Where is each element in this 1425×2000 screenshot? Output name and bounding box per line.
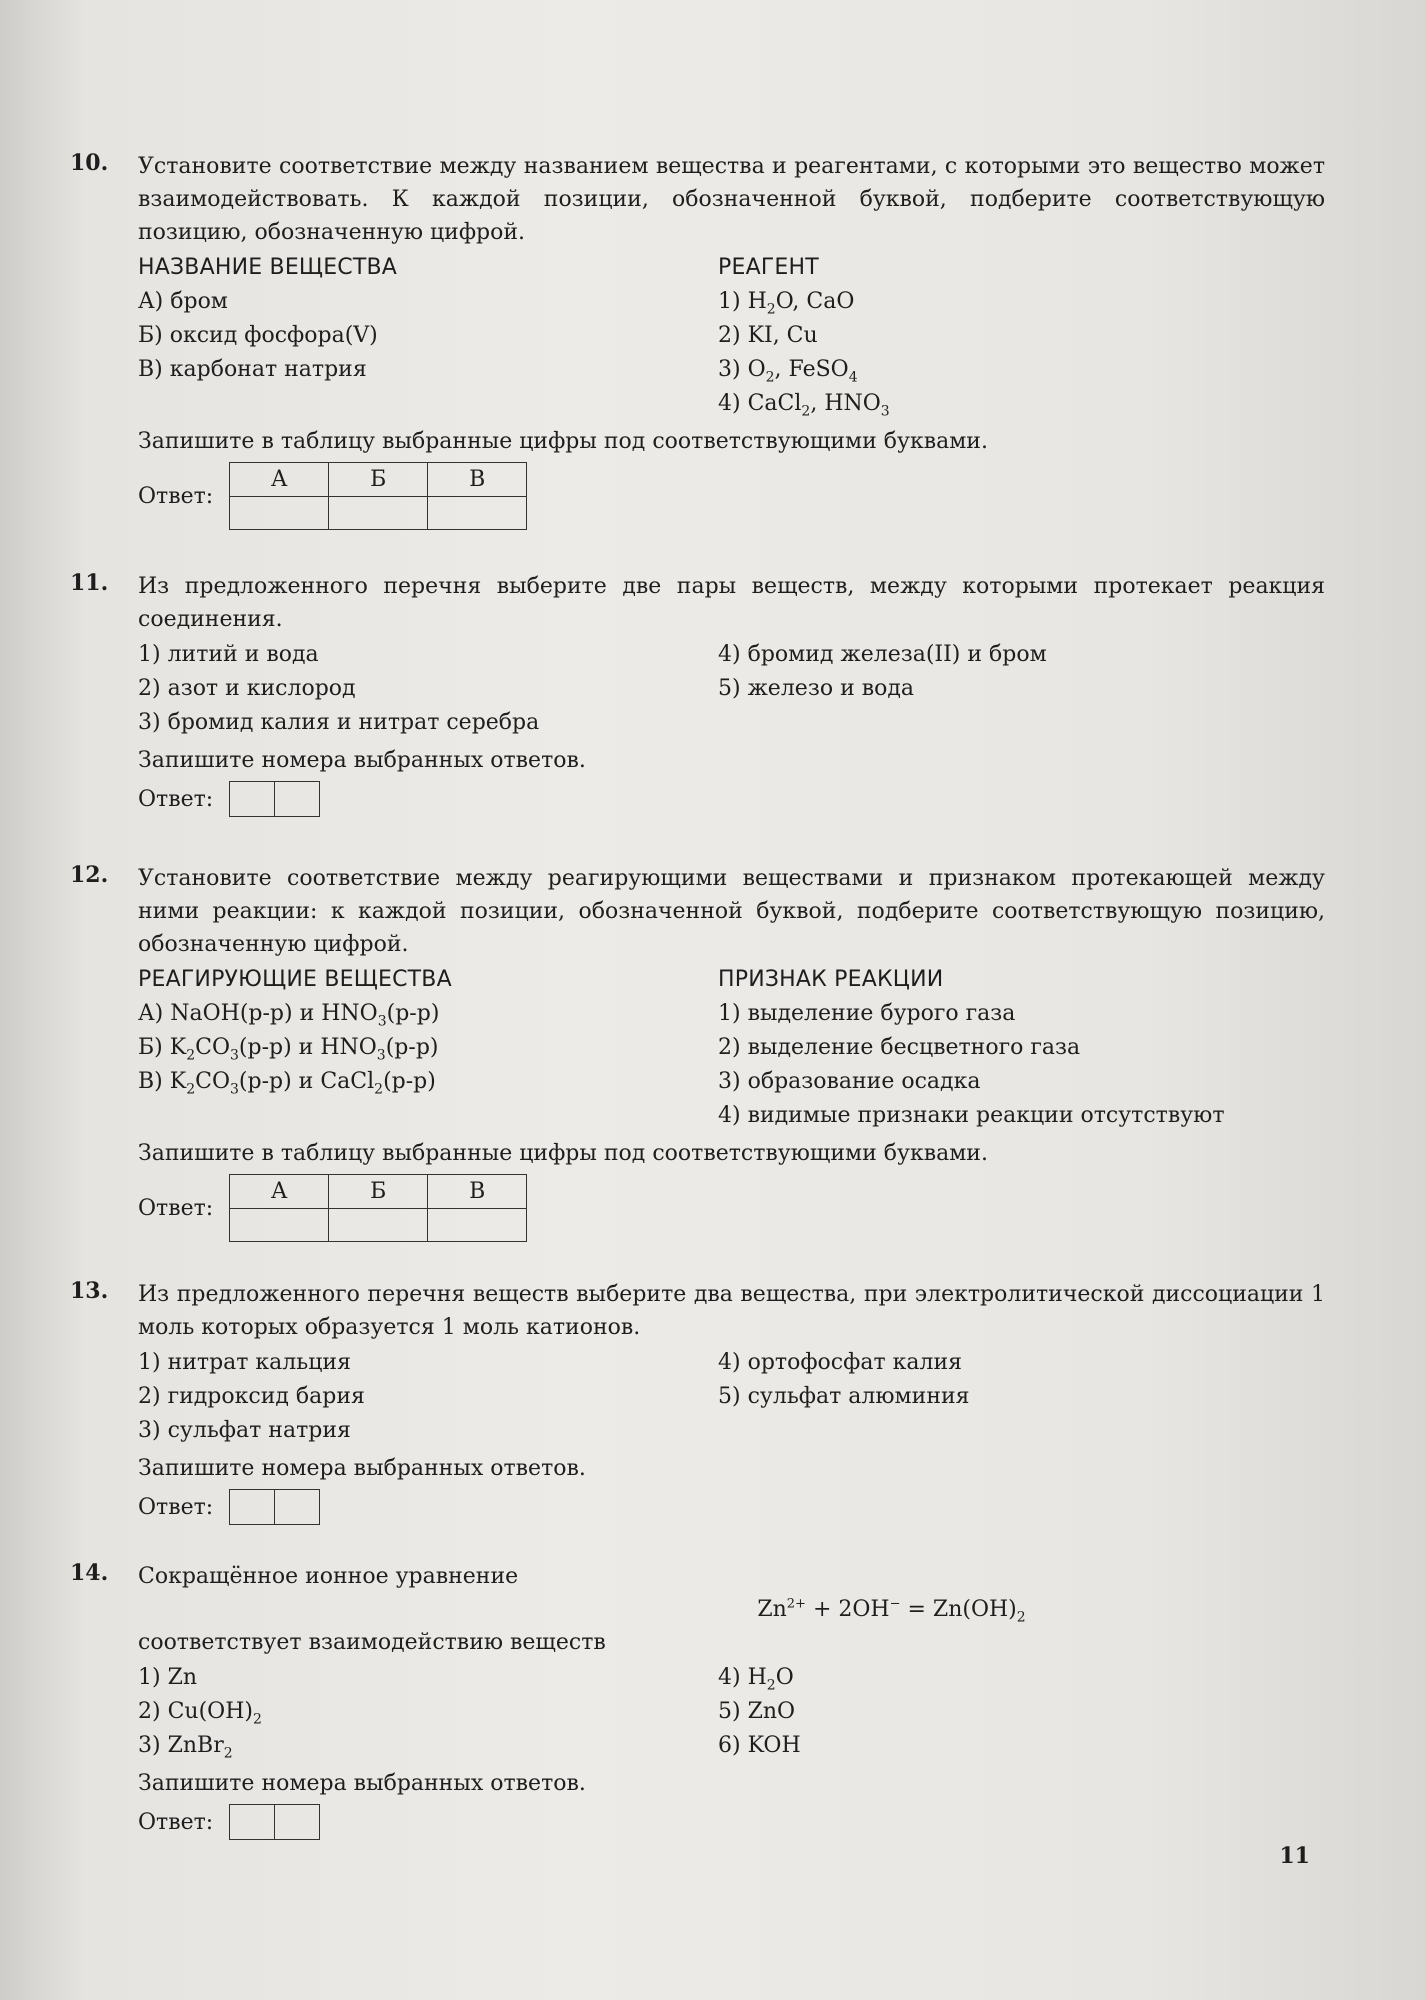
answer-row [138, 781, 1325, 817]
answer-box-2[interactable] [275, 1805, 320, 1840]
option-5: 5) ZnO [718, 1699, 796, 1724]
answer-box-1[interactable] [230, 1805, 275, 1840]
answer-cell-c[interactable] [428, 497, 527, 530]
answer-table [229, 462, 527, 530]
table-header-c: В [428, 463, 527, 497]
reagent-2: 2) KI, Cu [718, 323, 818, 348]
question-11 [70, 570, 1325, 817]
instruction: Запишите номера выбранных ответов. [138, 748, 586, 773]
question-text-2: соответствует взаимодействию веществ [138, 1630, 606, 1655]
answer-row [138, 462, 1325, 530]
question-number: 13. [70, 1278, 109, 1304]
question-number: 11. [70, 570, 109, 596]
question-number: 12. [70, 862, 109, 888]
option-5: 5) железо и вода [718, 676, 915, 701]
answer-row [138, 1804, 1325, 1840]
option-c: В) карбонат натрия [138, 357, 367, 382]
option-5: 5) сульфат алюминия [718, 1384, 970, 1409]
table-header-b: Б [329, 463, 428, 497]
option-a: А) NaOH(р-р) и $HNO_3(р-р)$ [138, 1001, 440, 1030]
option-3: 3) ZnBr$_2$ [138, 1733, 233, 1762]
right-column-header: ПРИЗНАК РЕАКЦИИ [718, 967, 944, 992]
option-b: Б) оксид фосфора(V) [138, 323, 378, 348]
answer-boxes [229, 1804, 320, 1840]
page-number: 11 [1279, 1843, 1310, 1869]
right-column-header: РЕАГЕНТ [718, 255, 819, 280]
sign-3: 3) образование осадка [718, 1069, 981, 1094]
sign-2: 2) выделение бесцветного газа [718, 1035, 1081, 1060]
sign-4: 4) видимые признаки реакции отсутствуют [718, 1103, 1225, 1128]
question-text: Установите соответствие между реагирующими веществами и признаком протекающей между ними реакции: к каждой позиции, обозначенной буквой, подберите соответствующую позицию, обозначенную цифрой. [138, 866, 1325, 957]
option-2: 2) $Cu(OH)_2$ [138, 1699, 262, 1728]
left-column-header: НАЗВАНИЕ ВЕЩЕСТВА [138, 255, 398, 280]
question-14 [70, 1560, 1325, 1840]
question-text: Установите соответствие между названием вещества и реагентами, с которыми это вещество может взаимодействовать. К каждой позиции, обозначенной буквой, подберите соответствующую позицию, обозначенную цифрой. [138, 154, 1325, 245]
instruction: Запишите номера выбранных ответов. [138, 1456, 586, 1481]
question-text: Из предложенного перечня выберите две пары веществ, между которыми протекает реакция соединения. [138, 574, 1325, 632]
table-header-c: В [428, 1175, 527, 1209]
table-header-b: Б [329, 1175, 428, 1209]
question-number: 14. [70, 1560, 109, 1586]
answer-label: Ответ: [138, 1494, 214, 1520]
answer-box-1[interactable] [230, 1490, 275, 1525]
option-a: А) бром [138, 289, 228, 314]
question-13 [70, 1278, 1325, 1525]
sign-1: 1) выделение бурого газа [718, 1001, 1016, 1026]
table-header-a: А [230, 1175, 329, 1209]
option-b: Б) $K_2CO_3(р-р)$ и $HNO_3(р-р)$ [138, 1035, 439, 1064]
answer-cell-b[interactable] [329, 497, 428, 530]
question-10 [70, 150, 1325, 530]
left-column-header: РЕАГИРУЮЩИЕ ВЕЩЕСТВА [138, 967, 452, 992]
reagent-3: 3) $O_2$, FeSO$_4$ [718, 357, 858, 386]
option-c: В) $K_2CO_3(р-р)$ и CaCl$_2$(р-р) [138, 1069, 436, 1098]
answer-box-2[interactable] [275, 782, 320, 817]
instruction: Запишите номера выбранных ответов. [138, 1771, 586, 1796]
question-text: Из предложенного перечня веществ выберите два вещества, при электролитической диссоциации 1 моль которых образуется 1 моль катионов. [138, 1282, 1325, 1340]
answer-table [229, 1174, 527, 1242]
answer-label: Ответ: [138, 1809, 214, 1835]
option-2: 2) азот и кислород [138, 676, 356, 701]
answer-boxes [229, 1489, 320, 1525]
option-1: 1) Zn [138, 1665, 198, 1690]
ionic-equation: $Zn^{2+} + 2OH^- = Zn(OH)_2$ [757, 1596, 1026, 1626]
reagent-1: 1) $H_2O$, CaO [718, 289, 855, 318]
table-header-a: А [230, 463, 329, 497]
option-2: 2) гидроксид бария [138, 1384, 365, 1409]
answer-label: Ответ: [138, 786, 214, 812]
instruction: Запишите в таблицу выбранные цифры под соответствующими буквами. [138, 1141, 988, 1166]
option-4: 4) $H_2O$ [718, 1665, 794, 1694]
answer-box-2[interactable] [275, 1490, 320, 1525]
answer-label: Ответ: [138, 483, 214, 509]
answer-row [138, 1174, 1325, 1242]
reagent-4: 4) CaCl$_2$, $HNO_3$ [718, 391, 890, 420]
option-3: 3) сульфат натрия [138, 1418, 351, 1443]
answer-cell-a[interactable] [230, 1209, 329, 1242]
option-3: 3) бромид калия и нитрат серебра [138, 710, 540, 735]
answer-box-1[interactable] [230, 782, 275, 817]
question-12 [70, 862, 1325, 1242]
option-4: 4) ортофосфат калия [718, 1350, 962, 1375]
answer-row [138, 1489, 1325, 1525]
instruction: Запишите в таблицу выбранные цифры под соответствующими буквами. [138, 429, 988, 454]
question-number: 10. [70, 150, 109, 176]
answer-cell-c[interactable] [428, 1209, 527, 1242]
answer-cell-b[interactable] [329, 1209, 428, 1242]
option-1: 1) литий и вода [138, 642, 319, 667]
answer-boxes [229, 781, 320, 817]
option-1: 1) нитрат кальция [138, 1350, 351, 1375]
option-6: 6) KOH [718, 1733, 801, 1758]
option-4: 4) бромид железа(II) и бром [718, 642, 1047, 667]
answer-label: Ответ: [138, 1195, 214, 1221]
answer-cell-a[interactable] [230, 497, 329, 530]
question-text: Сокращённое ионное уравнение [138, 1564, 519, 1589]
